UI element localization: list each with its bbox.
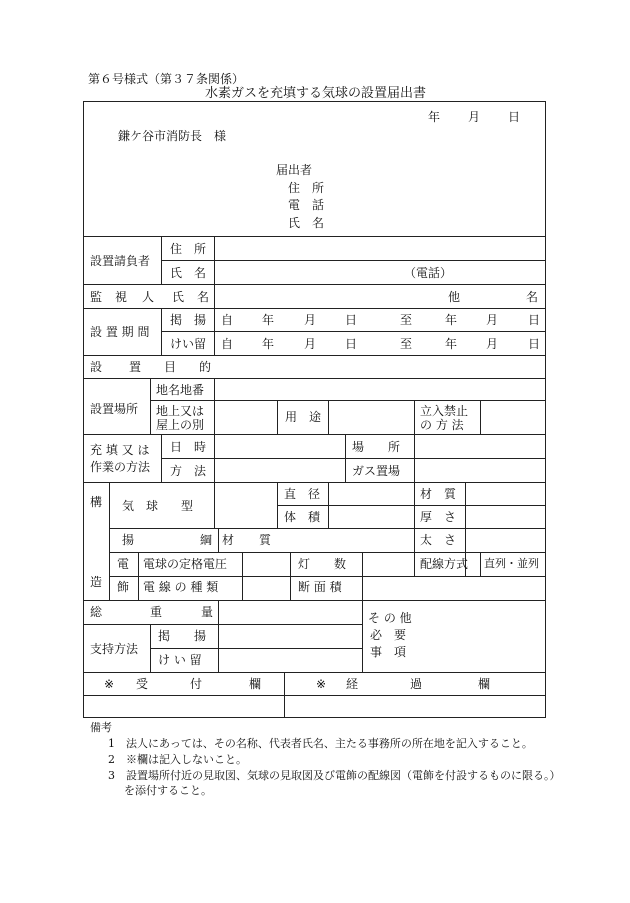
rope-thickness-label: 太 さ (420, 533, 457, 547)
support-label: 支持方法 (90, 642, 139, 656)
purpose-label-2: 置 (129, 360, 142, 374)
decoration-label-2: 飾 (117, 580, 130, 594)
filling-method-label: 方 法 (170, 464, 207, 478)
ground-roof-label-1: 地上又は (156, 404, 205, 418)
progress-label-3: 欄 (478, 677, 491, 691)
balloon-label-2: 球 (146, 499, 159, 513)
filling-datetime-label: 日 時 (170, 440, 207, 454)
contractor-label: 設置請負者 (90, 254, 151, 268)
purpose-label-4: 的 (199, 360, 212, 374)
location-address-label: 地名地番 (156, 383, 205, 397)
progress-label-2: 過 (410, 677, 423, 691)
location-label: 設置場所 (90, 402, 139, 416)
contractor-address-label: 住 所 (170, 242, 207, 256)
other-label-2: 必 要 (370, 628, 407, 642)
support-moor-label: け い 留 (158, 653, 202, 667)
date-month-label: 月 (468, 110, 481, 124)
monitor-label-4: 氏 (172, 290, 185, 304)
contractor-phone-label: （電話） (404, 266, 453, 280)
reception-label-1: 受 (136, 677, 149, 691)
other-label-3: 事 項 (370, 645, 407, 659)
reception-label-3: 欄 (249, 677, 262, 691)
ground-roof-label-2: 屋上の別 (156, 418, 205, 432)
rope-material-label-1: 材 (222, 533, 235, 547)
note-3: 3 設置場所付近の見取図、気球の見取図及び電飾の配線図（電飾を付設するものに限る。） (108, 769, 561, 782)
purpose-label-1: 設 (90, 360, 103, 374)
form-title: 水素ガスを充填する気球の設置届出書 (205, 86, 427, 101)
contractor-name-label: 氏 名 (170, 266, 207, 280)
note-2: 2 ※欄は記入しないこと。 (108, 753, 247, 766)
weight-label-1: 総 (90, 605, 103, 619)
balloon-label-1: 気 (122, 499, 135, 513)
monitor-other: 他 (448, 290, 461, 304)
date-year-label: 年 (428, 110, 441, 124)
applicant-label: 届出者 (276, 163, 313, 177)
diameter-label: 直 径 (284, 487, 321, 501)
balloon-label-3: 型 (181, 499, 194, 513)
applicant-address-label: 住 所 (288, 181, 325, 195)
reception-label-2: 付 (190, 677, 203, 691)
thickness-label: 厚 さ (420, 510, 457, 524)
filling-label-1: 充 填 又 は (90, 443, 150, 457)
rope-label-1: 揚 (122, 533, 135, 547)
rated-voltage-label: 電球の定格電圧 (143, 557, 228, 571)
applicant-phone-label: 電 話 (288, 198, 325, 212)
wire-kind-label: 電 線 の 種 類 (143, 580, 219, 594)
restriction-label-1: 立入禁止 (420, 404, 469, 418)
use-label: 用 途 (285, 410, 322, 424)
reception-mark: ※ (104, 677, 115, 691)
period-moor-label: けい留 (170, 337, 207, 351)
rope-label-2: 綱 (200, 533, 213, 547)
structure-label-bottom: 造 (90, 575, 103, 589)
volume-label: 体 積 (284, 510, 321, 524)
progress-mark: ※ (316, 677, 327, 691)
restriction-label-2: の 方 法 (420, 418, 464, 432)
filling-label-2: 作業の方法 (90, 460, 151, 474)
support-raise-label: 掲 揚 (158, 629, 207, 643)
monitor-label-3: 人 (142, 290, 155, 304)
period-raise-label: 掲 揚 (170, 313, 207, 327)
wiring-method-label: 配線方式 (420, 557, 469, 571)
filling-place-label: 場 所 (352, 440, 401, 454)
decoration-label-1: 電 (117, 557, 130, 571)
monitor-label-2: 視 (115, 290, 128, 304)
cross-section-label: 断 面 積 (298, 580, 342, 594)
purpose-label-3: 目 (164, 360, 177, 374)
addressee: 鎌ケ谷市消防長 様 (118, 129, 227, 143)
monitor-label-1: 監 (90, 290, 103, 304)
monitor-count-unit: 名 (526, 290, 539, 304)
wiring-options: 直列・並列 (484, 557, 539, 570)
lamps-label: 灯 数 (298, 557, 347, 571)
note-1: 1 法人にあっては、その名称、代表者氏名、主たる事務所の所在地を記入すること。 (108, 737, 533, 750)
period-label: 設 置 期 間 (90, 325, 150, 339)
form-number: 第６号様式（第３７条関係） (88, 72, 245, 86)
gas-storage-label: ガス置場 (352, 464, 401, 478)
rope-material-label-2: 質 (259, 533, 272, 547)
weight-label-3: 量 (201, 605, 214, 619)
other-label-1: そ の 他 (368, 611, 412, 625)
structure-label-top: 構 (90, 495, 103, 509)
weight-label-2: 重 (150, 605, 163, 619)
progress-label-1: 経 (346, 677, 359, 691)
notes-title: 備考 (90, 721, 112, 734)
applicant-name-label: 氏 名 (288, 216, 325, 230)
note-3-continued: を添付すること。 (124, 784, 212, 797)
date-day-label: 日 (508, 110, 521, 124)
material-label: 材 質 (420, 487, 457, 501)
monitor-label-5: 名 (197, 290, 210, 304)
